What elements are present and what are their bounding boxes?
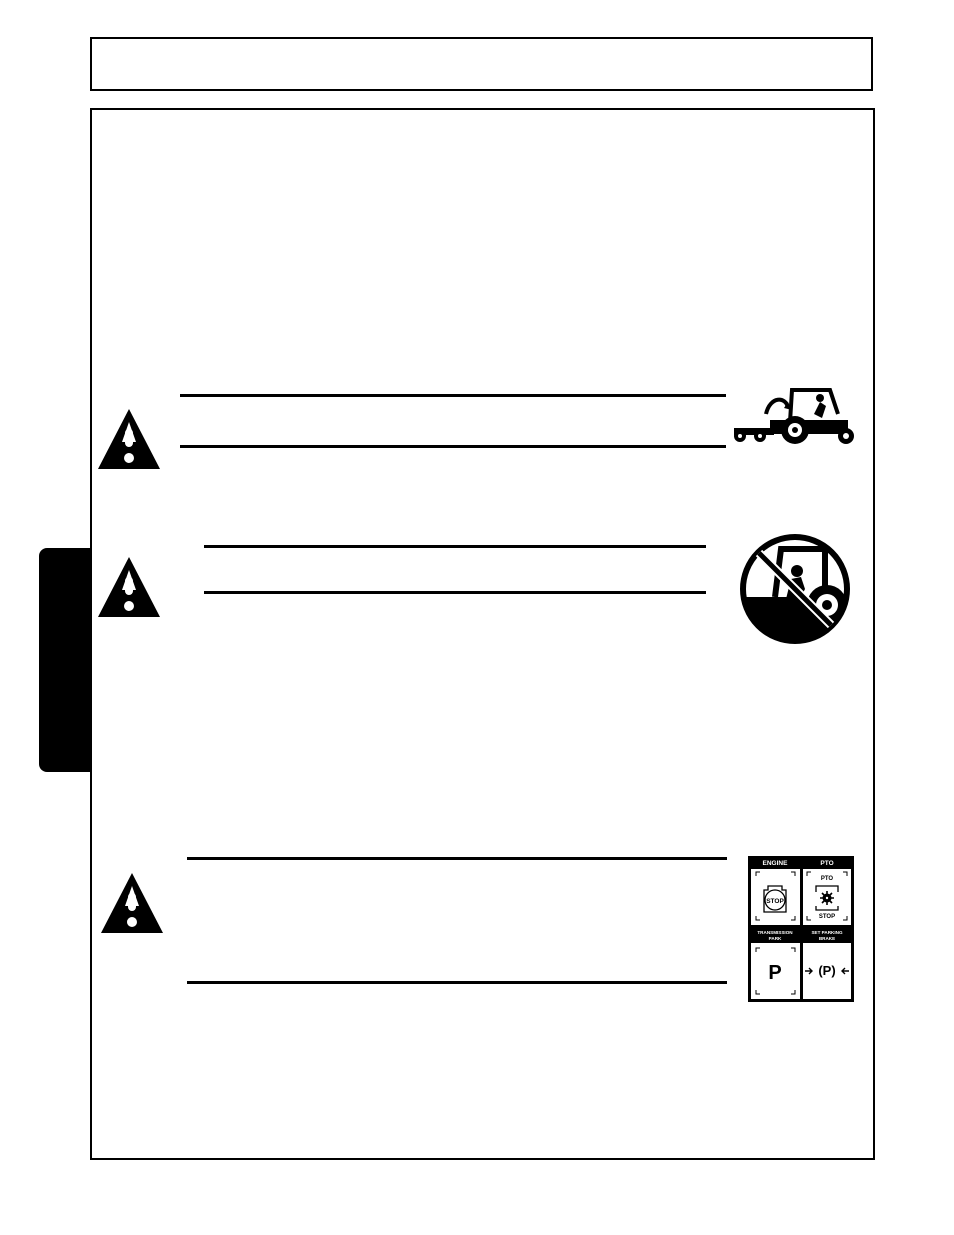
warning-triangle-icon [96,555,162,619]
brake-symbol: (P) [818,963,836,978]
set-parking-label: SET PARKING [811,930,843,935]
engine-label: ENGINE [762,860,788,867]
warning-rule-top [187,857,727,860]
tractor-rollover-icon [730,384,856,446]
pto-stop-label: STOP [818,914,836,920]
section-tab [39,548,91,772]
warning-rule-bottom [204,591,706,594]
park-symbol: P [768,962,782,984]
pto-inner-label: PTO [820,876,834,882]
shutdown-controls-icon [748,856,854,1002]
warning-rule-top [180,394,726,397]
warning-triangle-icon [96,407,162,471]
warning-rule-top [204,545,706,548]
page-header-box [90,37,873,91]
warning-triangle-icon [99,871,165,935]
pto-label: PTO [820,860,834,867]
no-tractor-operation-icon [735,533,855,645]
engine-stop-label: STOP [766,898,784,905]
brake-label: BRAKE [818,936,836,941]
warning-rule-bottom [187,981,727,984]
transmission-label: TRANSMISSION [757,930,793,935]
warning-rule-bottom [180,445,726,448]
park-label: PARK [768,936,782,941]
